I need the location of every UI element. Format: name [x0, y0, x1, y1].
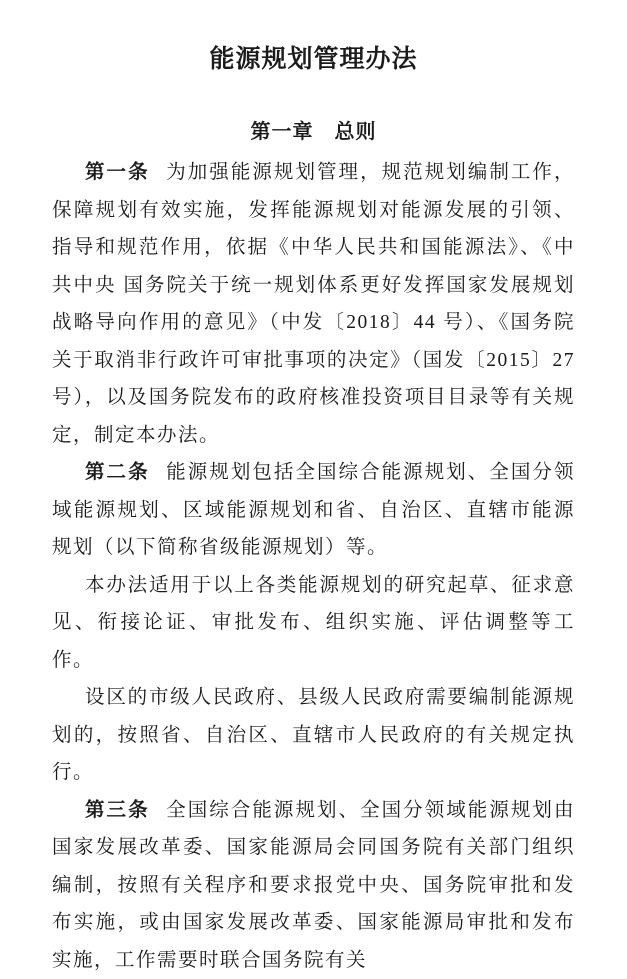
article-3-text: 全国综合能源规划、全国分领域能源规划由国家发展改革委、国家能源局会同国务院有关部门组织编制，按照有关程序和要求报党中央、国务院审批和发布实施，或由国家发展改革委、国家能源局审批和发布实施，工作需要时联合国务院有关 — [52, 800, 575, 971]
article-3-number: 第三条 — [85, 800, 150, 821]
document-title: 能源规划管理办法 — [52, 44, 575, 76]
article-2-number: 第二条 — [85, 462, 150, 483]
paragraph-article-3 — [52, 792, 575, 979]
paragraph-article-1 — [52, 154, 575, 454]
paragraph-local-governments-text: 设区的市级人民政府、县级人民政府需要编制能源规划的，按照省、自治区、直辖市人民政府的有关规定执行。 — [52, 687, 575, 783]
paragraph-scope-text: 本办法适用于以上各类能源规划的研究起草、征求意见、衔接论证、审批发布、组织实施、评估调整等工作。 — [52, 575, 575, 671]
document-body — [52, 154, 575, 979]
article-2-text: 能源规划包括全国综合能源规划、全国分领域能源规划、区域能源规划和省、自治区、直辖市能源规划（以下简称省级能源规划）等。 — [52, 462, 575, 558]
article-1-text: 为加强能源规划管理，规范规划编制工作，保障规划有效实施，发挥能源规划对能源发展的引领、指导和规范作用，依据《中华人民共和国能源法》、《中共中央 国务院关于统一规划体系更好发挥国家发展规划战略导向作用的意见》（中发〔2018〕44 号）、《国务院关于取消非行政许可审批事项的决定》（国发〔2015〕27 号），以及国务院发布的政府核准投资项目目录等有关规定，制定本办法。 — [52, 162, 575, 446]
paragraph-local-governments — [52, 679, 575, 792]
chapter-heading: 第一章 总则 — [52, 118, 575, 146]
article-1-number: 第一条 — [85, 162, 150, 183]
paragraph-article-2 — [52, 454, 575, 567]
paragraph-scope — [52, 567, 575, 680]
